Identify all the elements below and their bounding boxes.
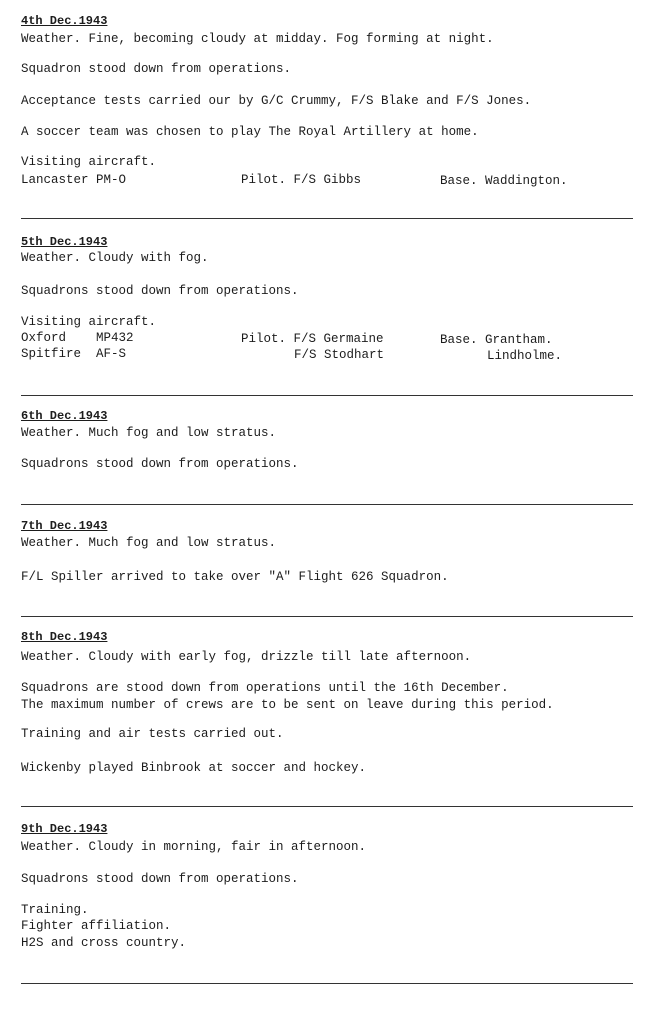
entry-weather: Weather. Much fog and low stratus.: [21, 426, 277, 440]
entry-line: H2S and cross country.: [21, 936, 187, 950]
entry-line: Squadron stood down from operations.: [21, 62, 292, 76]
divider: [21, 395, 633, 396]
entry-date: 4th Dec.1943: [21, 14, 108, 28]
entry-line: Squadrons stood down from operations.: [21, 872, 299, 886]
entry-date: 8th Dec.1943: [21, 630, 108, 644]
entry-weather: Weather. Cloudy with early fog, drizzle till late afternoon.: [21, 650, 472, 664]
aircraft-base: Base. Waddington.: [440, 174, 568, 188]
aircraft-base: Lindholme.: [487, 349, 563, 363]
entry-weather: Weather. Cloudy with fog.: [21, 251, 209, 265]
entry-line: Acceptance tests carried our by G/C Crummy, F/S Blake and F/S Jones.: [21, 94, 532, 108]
visiting-aircraft-label: Visiting aircraft.: [21, 155, 157, 169]
aircraft-base: Base. Grantham.: [440, 333, 553, 347]
entry-line: A soccer team was chosen to play The Royal Artillery at home.: [21, 125, 479, 139]
aircraft-type: Oxford MP432: [21, 331, 134, 345]
entry-weather: Weather. Fine, becoming cloudy at midday. Fog forming at night.: [21, 32, 494, 46]
entry-line: Fighter affiliation.: [21, 919, 172, 933]
entry-weather: Weather. Much fog and low stratus.: [21, 536, 277, 550]
aircraft-type: Lancaster PM-O: [21, 173, 127, 187]
aircraft-pilot: F/S Stodhart: [294, 348, 385, 362]
entry-line: Training and air tests carried out.: [21, 727, 284, 741]
entry-date: 7th Dec.1943: [21, 519, 108, 533]
entry-line: Training.: [21, 903, 89, 917]
divider: [21, 806, 633, 807]
divider: [21, 218, 633, 219]
entry-line: The maximum number of crews are to be sent on leave during this period.: [21, 698, 554, 712]
entry-line: Squadrons stood down from operations.: [21, 457, 299, 471]
entry-line: F/L Spiller arrived to take over "A" Flight 626 Squadron.: [21, 570, 449, 584]
entry-date: 5th Dec.1943: [21, 235, 108, 249]
entry-line: Squadrons stood down from operations.: [21, 284, 299, 298]
aircraft-pilot: Pilot. F/S Gibbs: [241, 173, 362, 187]
entry-weather: Weather. Cloudy in morning, fair in afternoon.: [21, 840, 367, 854]
entry-date: 9th Dec.1943: [21, 822, 108, 836]
visiting-aircraft-label: Visiting aircraft.: [21, 315, 157, 329]
entry-line: Squadrons are stood down from operations until the 16th December.: [21, 681, 509, 695]
aircraft-pilot: Pilot. F/S Germaine: [241, 332, 384, 346]
entry-line: Wickenby played Binbrook at soccer and hockey.: [21, 761, 367, 775]
divider: [21, 983, 633, 984]
divider: [21, 504, 633, 505]
entry-date: 6th Dec.1943: [21, 409, 108, 423]
aircraft-type: Spitfire AF-S: [21, 347, 127, 361]
divider: [21, 616, 633, 617]
